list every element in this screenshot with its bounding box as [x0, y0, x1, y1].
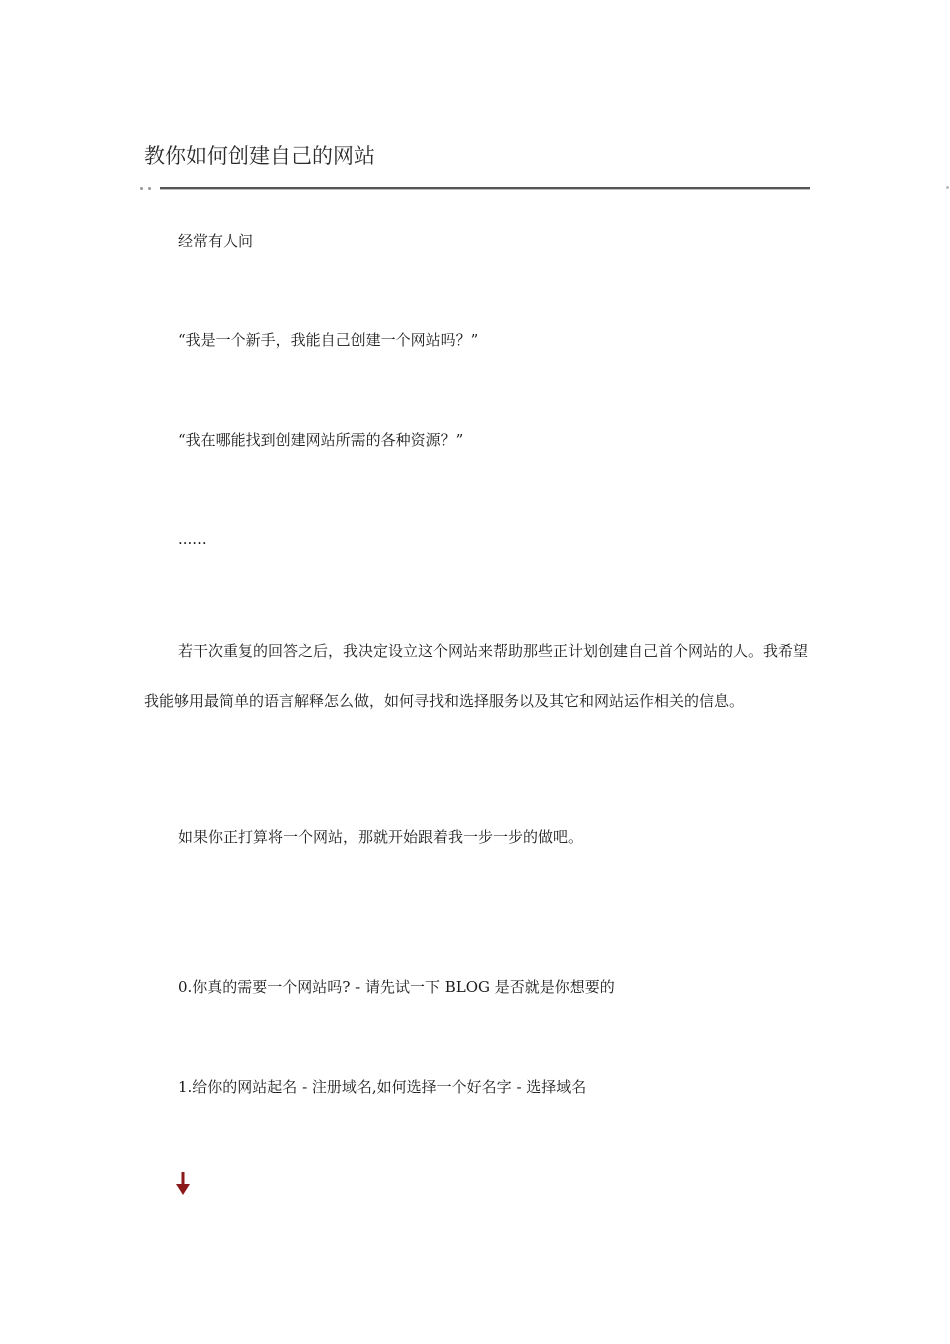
rule-dots	[140, 186, 156, 192]
question-line-1: “我是一个新手，我能自己创建一个网站吗？”	[178, 331, 479, 349]
ellipsis-line: ......	[178, 530, 207, 548]
follow-line: 如果你正打算将一个网站，那就开始跟着我一步一步的做吧。	[178, 828, 584, 846]
question-line-2: “我在哪能找到创建网站所需的各种资源？”	[178, 431, 464, 449]
step-item-1[interactable]: 1.给你的网站起名 - 注册域名,如何选择一个好名字 - 选择域名	[178, 1078, 587, 1096]
edge-dot	[946, 186, 949, 189]
intro-paragraph: 若干次重复的回答之后，我决定设立这个网站来帮助那些正计划创建自己首个网站的人。我希望我能够用最简单的语言解释怎么做，如何寻找和选择服务以及其它和网站运作相关的信息。	[144, 642, 809, 710]
step-item-0[interactable]: 0.你真的需要一个网站吗? - 请先试一下 BLOG 是否就是你想要的	[178, 978, 615, 996]
title-divider	[160, 187, 810, 190]
intro-line: 经常有人问	[178, 232, 254, 250]
page-title: 教你如何创建自己的网站	[144, 144, 375, 168]
down-arrow-icon	[175, 1172, 191, 1196]
